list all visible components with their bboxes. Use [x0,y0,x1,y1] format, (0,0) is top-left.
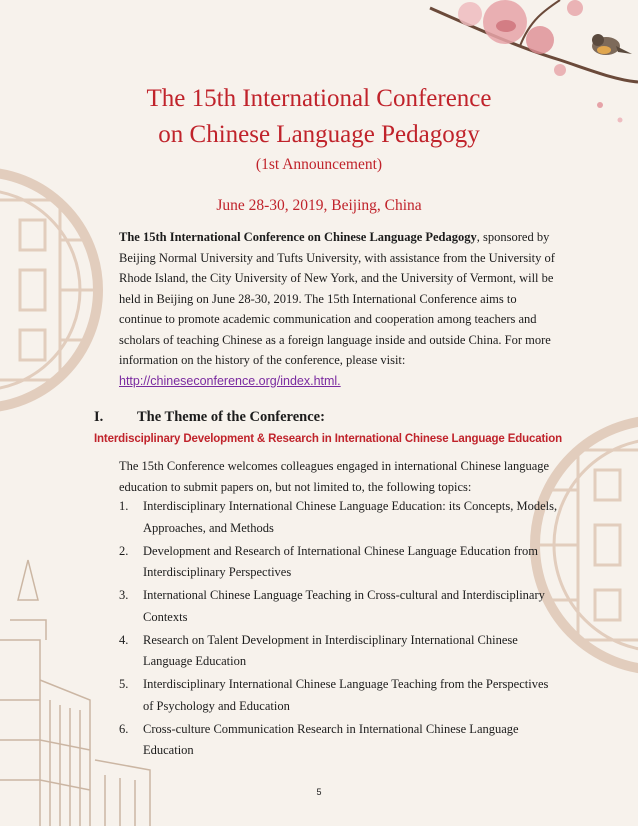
topic-text: Interdisciplinary International Chinese Language Teaching from the Perspectives of Psychology and Education [143,677,549,713]
topic-number: 6. [119,721,129,736]
date-location: June 28-30, 2019, Beijing, China [216,197,422,214]
topic-item [119,674,559,717]
topic-text: International Chinese Language Teaching in Cross-cultural and Interdisciplinary Contexts [143,588,545,624]
bird-decoration [592,34,632,55]
topic-item [119,585,559,628]
intro-bold-lead: The 15th International Conference on Chinese Language Pedagogy [119,230,477,244]
title-line-2: on Chinese Language Pedagogy [158,121,480,148]
topic-text: Development and Research of International Chinese Language Education from Interdisciplinary Perspectives [143,543,538,579]
conference-history-link[interactable]: http://chineseconference.org/index.html. [119,373,341,388]
topic-text: Research on Talent Development in Interdisciplinary International Chinese Language Education [143,632,518,668]
topics-lead-paragraph: The 15th Conference welcomes colleagues engaged in international Chinese language education to submit papers on, but not limited to, the following topics: [119,459,550,494]
topic-number: 1. [119,499,129,513]
topic-number: 5. [119,677,129,691]
intro-paragraph [119,227,559,391]
topic-item [119,719,559,762]
topic-item [119,541,559,584]
section-title: The Theme of the Conference: [137,409,325,425]
topic-item [119,496,559,539]
intro-text: , sponsored by Beijing Normal University and Tufts University, with assistance from the University of Rhode Island, the City University of New York, and the University of Vermont, will be held in Beijing on June 28-30, 2019. The 15th International Conference aims to continue to promote academic communication and cooperation among teachers and scholars of teaching Chinese as a foreign language inside and outside China. For more information on the history of the conference, please visit: [119,230,555,367]
topics-list [119,496,559,763]
topic-number: 3. [119,588,129,602]
topic-number: 2. [119,543,129,558]
section-heading [94,409,325,426]
announcement-label: (1st Announcement) [255,156,383,173]
topic-item [119,630,559,673]
title-line-1: The 15th International Conference [146,85,492,112]
page-number: 5 [316,787,322,797]
topic-text: Cross-culture Communication Research in International Chinese Language Education [143,721,519,757]
topic-number: 4. [119,632,129,647]
conference-theme: Interdisciplinary Development & Research in International Chinese Language Education [94,433,562,445]
topic-text: Interdisciplinary International Chinese Language Education: its Concepts, Models, Approaches, and Methods [143,499,558,535]
section-number: I. [94,409,104,425]
